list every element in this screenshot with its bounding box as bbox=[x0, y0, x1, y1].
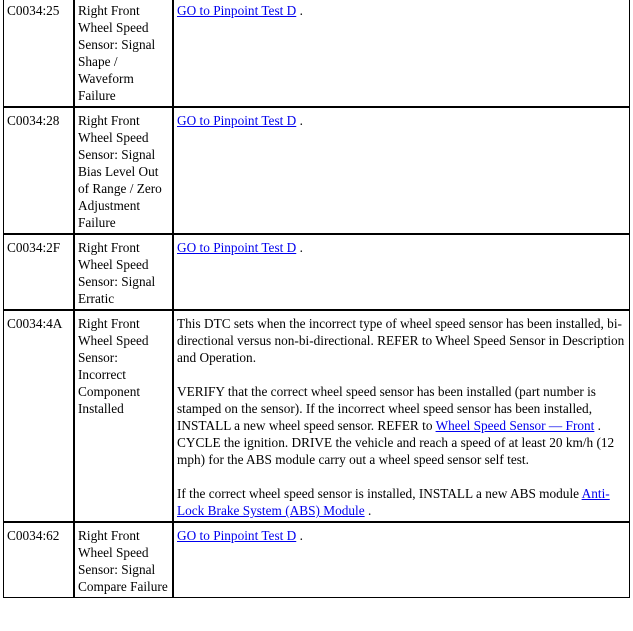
paragraph-text: . CYCLE the ignition. DRIVE the vehicle and reach a speed of at least 20 km/h (12 mph) for the ABS module carry out a wheel speed sensor self test. bbox=[177, 418, 615, 467]
dtc-code-cell: C0034:62 bbox=[3, 522, 74, 598]
dtc-action-cell bbox=[173, 522, 630, 598]
table-row bbox=[3, 522, 630, 598]
pinpoint-test-link[interactable]: GO to Pinpoint Test D bbox=[177, 3, 297, 18]
action-paragraph bbox=[177, 485, 626, 519]
link-suffix: . bbox=[299, 113, 303, 128]
table-row bbox=[3, 310, 630, 522]
dtc-description-cell: Right Front Wheel Speed Sensor: Signal Compare Failure bbox=[74, 522, 173, 598]
paragraph-text: If the correct wheel speed sensor is installed, INSTALL a new ABS module bbox=[177, 486, 582, 501]
paragraph-text: VERIFY that the correct wheel speed sensor has been installed (part number is stamped on the sensor). If the incorrect wheel speed sensor has been installed, INSTALL a new wheel speed sensor. REFER to bbox=[177, 384, 596, 433]
table-row bbox=[3, 234, 630, 310]
dtc-action-cell bbox=[173, 0, 630, 107]
wheel-speed-sensor-front-link[interactable]: Wheel Speed Sensor — Front bbox=[435, 418, 595, 433]
dtc-description-cell: Right Front Wheel Speed Sensor: Signal Bias Level Out of Range / Zero Adjustment Failure bbox=[74, 107, 173, 234]
table-row bbox=[3, 107, 630, 234]
pinpoint-test-link[interactable]: GO to Pinpoint Test D bbox=[177, 113, 297, 128]
link-suffix: . bbox=[299, 528, 303, 543]
dtc-description-cell: Right Front Wheel Speed Sensor: Incorrect Component Installed bbox=[74, 310, 173, 522]
action-paragraph: This DTC sets when the incorrect type of wheel speed sensor has been installed, bi-directional versus non-bi-directional. REFER to Wheel Speed Sensor in Description and Operation. bbox=[177, 316, 625, 365]
dtc-table bbox=[3, 0, 630, 598]
action-paragraph bbox=[177, 383, 626, 468]
dtc-code-cell: C0034:25 bbox=[3, 0, 74, 107]
abs-module-link[interactable]: Anti-Lock Brake System (ABS) Module bbox=[177, 486, 610, 518]
dtc-description-cell: Right Front Wheel Speed Sensor: Signal Erratic bbox=[74, 234, 173, 310]
pinpoint-test-link[interactable]: GO to Pinpoint Test D bbox=[177, 240, 297, 255]
table-row bbox=[3, 0, 630, 107]
link-suffix: . bbox=[299, 3, 303, 18]
dtc-action-cell bbox=[173, 107, 630, 234]
dtc-action-cell bbox=[173, 310, 630, 522]
paragraph-text: . bbox=[364, 503, 372, 518]
link-suffix: . bbox=[299, 240, 303, 255]
dtc-code-cell: C0034:2F bbox=[3, 234, 74, 310]
pinpoint-test-link[interactable]: GO to Pinpoint Test D bbox=[177, 528, 297, 543]
dtc-action-cell bbox=[173, 234, 630, 310]
dtc-code-cell: C0034:4A bbox=[3, 310, 74, 522]
dtc-code-cell: C0034:28 bbox=[3, 107, 74, 234]
dtc-description-cell: Right Front Wheel Speed Sensor: Signal Shape / Waveform Failure bbox=[74, 0, 173, 107]
